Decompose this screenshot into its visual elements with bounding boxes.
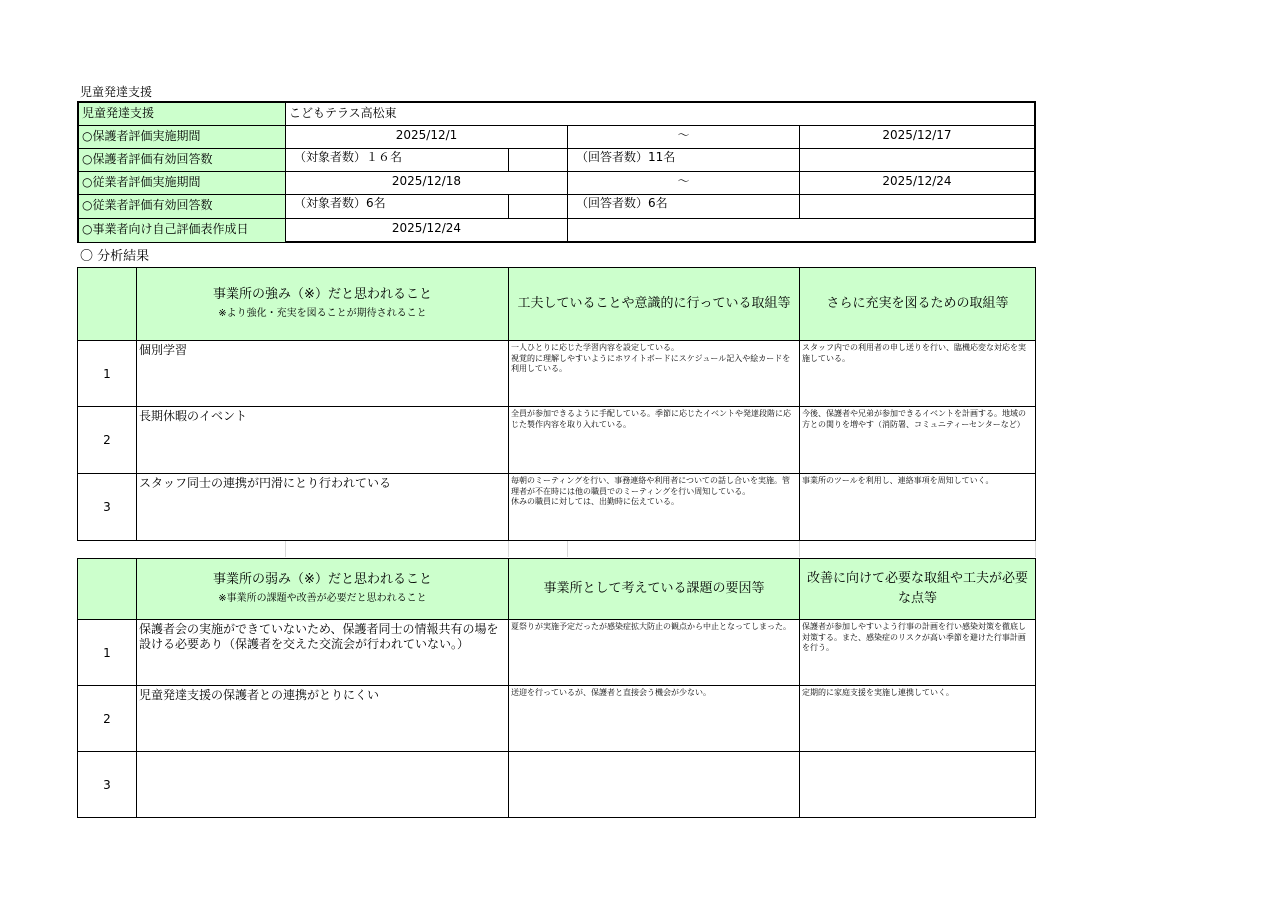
guardian-period-end: 2025/12/17 xyxy=(799,125,1035,149)
guardian-period-label: ○保護者評価実施期間 xyxy=(78,125,286,149)
analysis-label: 〇 分析結果 xyxy=(80,249,150,264)
strength-next: 事業所のツールを利用し、連絡事項を周知していく。 xyxy=(799,473,1036,541)
grid-line xyxy=(1035,541,1036,557)
weaknesses-header-cause xyxy=(508,558,800,620)
staff-target-count: （対象者数）6名 xyxy=(285,194,509,219)
grid-line xyxy=(567,541,568,557)
weaknesses-header-main: 事業所の弱み（※）だと思われること xyxy=(213,572,432,587)
service-label: 児童発達支援 xyxy=(78,102,286,126)
staff-responses-label: ○従業者評価有効回答数 xyxy=(78,194,286,219)
grid-line xyxy=(799,541,800,557)
staff-period-tilde: ～ xyxy=(567,171,800,195)
empty-cell xyxy=(799,148,1035,172)
empty-cell xyxy=(508,148,568,172)
facility-name: こどもテラス高松東 xyxy=(285,102,1035,126)
weakness-item: 保護者会の実施ができていないため、保護者同士の情報共有の場を設ける必要あり（保護者を交えた交流会が行われていない。） xyxy=(136,619,509,686)
strength-row-number: 1 xyxy=(77,340,137,407)
weakness-item xyxy=(136,751,509,818)
weakness-cause: 夏祭りが実施予定だったが感染症拡大防止の観点から中止となってしまった。 xyxy=(508,619,800,686)
weakness-cause: 送迎を行っているが、保護者と直接会う機会が少ない。 xyxy=(508,685,800,752)
strength-next: スタッフ内での利用者の申し送りを行い、臨機応変な対応を実施している。 xyxy=(799,340,1036,407)
guardian-period-tilde: ～ xyxy=(567,125,800,149)
strengths-header-effort xyxy=(508,267,800,341)
strength-effort: 毎朝のミーティングを行い、事務連絡や利用者についての話し合いを実施。管理者が不在時には他の職員でのミーティングを行い周知している。 休みの職員に対しては、出勤時に伝えている。 xyxy=(508,473,800,541)
strengths-header-sub: ※より強化・充実を図ることが期待されること xyxy=(218,308,427,319)
guardian-answered-count: （回答者数）11名 xyxy=(567,148,800,172)
weaknesses-header-sub: ※事業所の課題や改善が必要だと思われること xyxy=(218,593,427,604)
strength-effort: 一人ひとりに応じた学習内容を設定している。 視覚的に理解しやすいようにホワイトボードにスケジュール記入や絵カードを利用している。 xyxy=(508,340,800,407)
strength-row-number: 3 xyxy=(77,473,137,541)
weakness-improve: 定期的に家庭支援を実施し連携していく。 xyxy=(799,685,1036,752)
strength-item: 長期休暇のイベント xyxy=(136,406,509,474)
strength-effort: 全員が参加できるように手配している。季節に応じたイベントや発達段階に応じた製作内容を取り入れている。 xyxy=(508,406,800,474)
strengths-header-effort-text: 工夫していることや意識的に行っている取組等 xyxy=(517,296,791,311)
empty-cell xyxy=(508,194,568,219)
staff-period-start: 2025/12/18 xyxy=(285,171,568,195)
weakness-improve: 保護者が参加しやすいよう行事の計画を行い感染対策を徹底し対策する。また、感染症のリスクが高い季節を避けた行事計画を行う。 xyxy=(799,619,1036,686)
strength-next: 今後、保護者や兄弟が参加できるイベントを計画する。地域の方との関りを増やす（消防署、コミュニティーセンターなど） xyxy=(799,406,1036,474)
staff-period-label: ○従業者評価実施期間 xyxy=(78,171,286,195)
guardian-period-start: 2025/12/1 xyxy=(285,125,568,149)
grid-line xyxy=(285,541,286,557)
weakness-row-number: 3 xyxy=(77,751,137,818)
page-title: 児童発達支援 xyxy=(80,85,153,99)
weaknesses-header-blank xyxy=(77,558,137,620)
strengths-header xyxy=(136,267,509,341)
guardian-target-count: （対象者数）１６名 xyxy=(285,148,509,172)
empty-cell xyxy=(799,194,1035,219)
strength-item: 個別学習 xyxy=(136,340,509,407)
weaknesses-header-improve xyxy=(799,558,1036,620)
weaknesses-header-cause-text: 事業所として考えている課題の要因等 xyxy=(543,581,765,596)
strength-item: スタッフ同士の連携が円滑にとり行われている xyxy=(136,473,509,541)
weakness-cause xyxy=(508,751,800,818)
strength-row-number: 2 xyxy=(77,406,137,474)
weaknesses-header-improve-text: 改善に向けて必要な取組や工夫が必要な点等 xyxy=(806,571,1028,606)
staff-period-end: 2025/12/24 xyxy=(799,171,1035,195)
strengths-header-next-text: さらに充実を図るための取組等 xyxy=(826,296,1009,311)
weakness-improve xyxy=(799,751,1036,818)
weakness-item: 児童発達支援の保護者との連携がとりにくい xyxy=(136,685,509,752)
weakness-row-number: 1 xyxy=(77,619,137,686)
staff-answered-count: （回答者数）6名 xyxy=(567,194,800,219)
empty-cell xyxy=(567,218,1035,243)
grid-line xyxy=(508,541,509,557)
strengths-header-main: 事業所の強み（※）だと思われること xyxy=(213,287,432,302)
weaknesses-header xyxy=(136,558,509,620)
strengths-header-blank xyxy=(77,267,137,341)
guardian-responses-label: ○保護者評価有効回答数 xyxy=(78,148,286,172)
self-eval-date: 2025/12/24 xyxy=(285,218,568,243)
strengths-header-next xyxy=(799,267,1036,341)
self-eval-label: ○事業者向け自己評価表作成日 xyxy=(78,218,286,243)
weakness-row-number: 2 xyxy=(77,685,137,752)
